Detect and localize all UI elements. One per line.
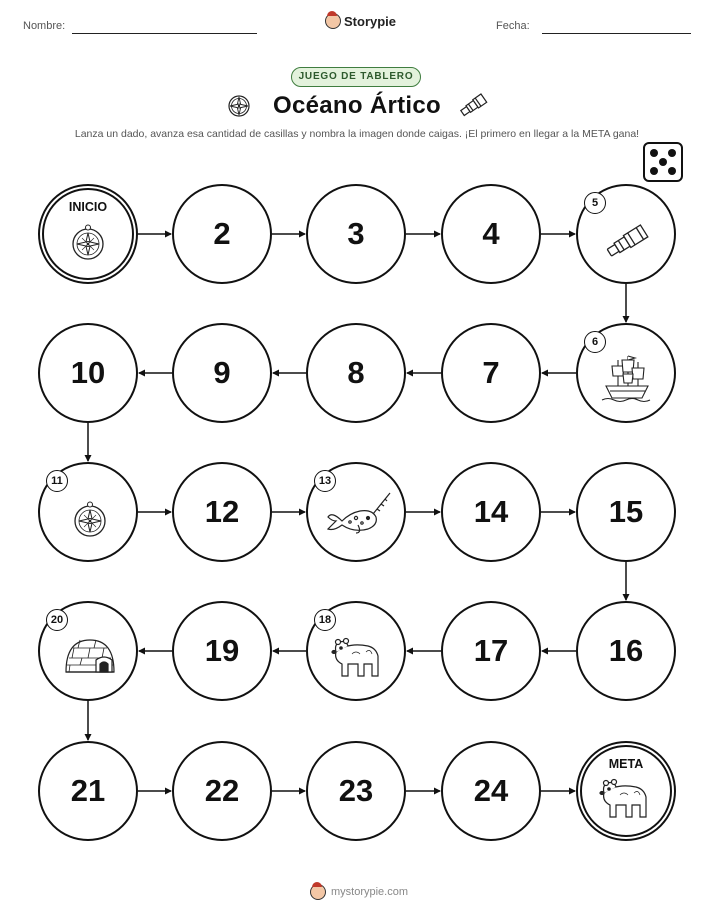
igloo-icon <box>40 603 140 703</box>
space-number: 8 <box>347 355 365 390</box>
space-number: 22 <box>204 773 240 808</box>
space-number: 10 <box>70 355 106 390</box>
space-number: 4 <box>482 216 500 251</box>
board-space-11 <box>38 462 138 562</box>
board-space-14 <box>441 462 541 562</box>
game-type-badge: JUEGO DE TABLERO <box>291 67 421 87</box>
space-number: 6 <box>584 331 606 353</box>
date-label: Fecha: <box>496 20 530 32</box>
space-number: 19 <box>204 633 240 668</box>
start-label: INICIO <box>68 200 108 214</box>
board-space-20 <box>38 601 138 701</box>
board-space-24 <box>441 741 541 841</box>
name-label: Nombre: <box>23 20 66 32</box>
polar-bear-icon <box>576 741 676 841</box>
space-number: 9 <box>213 355 231 390</box>
compass-icon <box>38 184 138 284</box>
compass-icon <box>40 464 140 564</box>
space-number: 16 <box>608 633 644 668</box>
space-number: 23 <box>338 773 374 808</box>
board-space-8 <box>306 323 406 423</box>
storypie-logo-icon <box>310 884 326 900</box>
space-number: 24 <box>473 773 509 808</box>
polar-bear-icon <box>308 603 408 703</box>
space-number: 11 <box>46 470 68 492</box>
board-space-22 <box>172 741 272 841</box>
narwhal-icon <box>308 464 408 564</box>
board-space-9 <box>172 323 272 423</box>
board-space-2 <box>172 184 272 284</box>
board-space-16 <box>576 601 676 701</box>
board-space-12 <box>172 462 272 562</box>
board-space-19 <box>172 601 272 701</box>
spyglass-icon <box>578 186 678 286</box>
space-number: 17 <box>473 633 509 668</box>
space-number: 3 <box>347 216 365 251</box>
space-number: 12 <box>204 494 240 529</box>
board-space-7 <box>441 323 541 423</box>
footer <box>310 884 408 900</box>
board-space-18 <box>306 601 406 701</box>
space-number: 21 <box>70 773 106 808</box>
finish-space <box>576 741 676 841</box>
space-number: 15 <box>608 494 644 529</box>
space-number: 7 <box>482 355 500 390</box>
space-number: 14 <box>473 494 509 529</box>
space-number: 5 <box>584 192 606 214</box>
start-space <box>38 184 138 284</box>
space-number: 2 <box>213 216 231 251</box>
page-title: Océano Ártico <box>273 92 441 119</box>
board-space-6 <box>576 323 676 423</box>
board-space-10 <box>38 323 138 423</box>
space-number: 13 <box>314 470 336 492</box>
footer-url: mystorypie.com <box>331 886 409 898</box>
board-space-23 <box>306 741 406 841</box>
board-space-21 <box>38 741 138 841</box>
board-space-3 <box>306 184 406 284</box>
board-space-5 <box>576 184 676 284</box>
space-number: 18 <box>314 609 336 631</box>
brand-name: Storypie <box>344 13 397 29</box>
board-space-13 <box>306 462 406 562</box>
instructions: Lanza un dado, avanza esa cantidad de casillas y nombra la imagen donde caigas. ¡El primero en llegar a la META gana! <box>74 128 640 140</box>
board-space-4 <box>441 184 541 284</box>
board-space-17 <box>441 601 541 701</box>
space-number: 20 <box>46 609 68 631</box>
ship-icon <box>578 325 678 425</box>
board-space-15 <box>576 462 676 562</box>
finish-label: META <box>608 757 644 771</box>
